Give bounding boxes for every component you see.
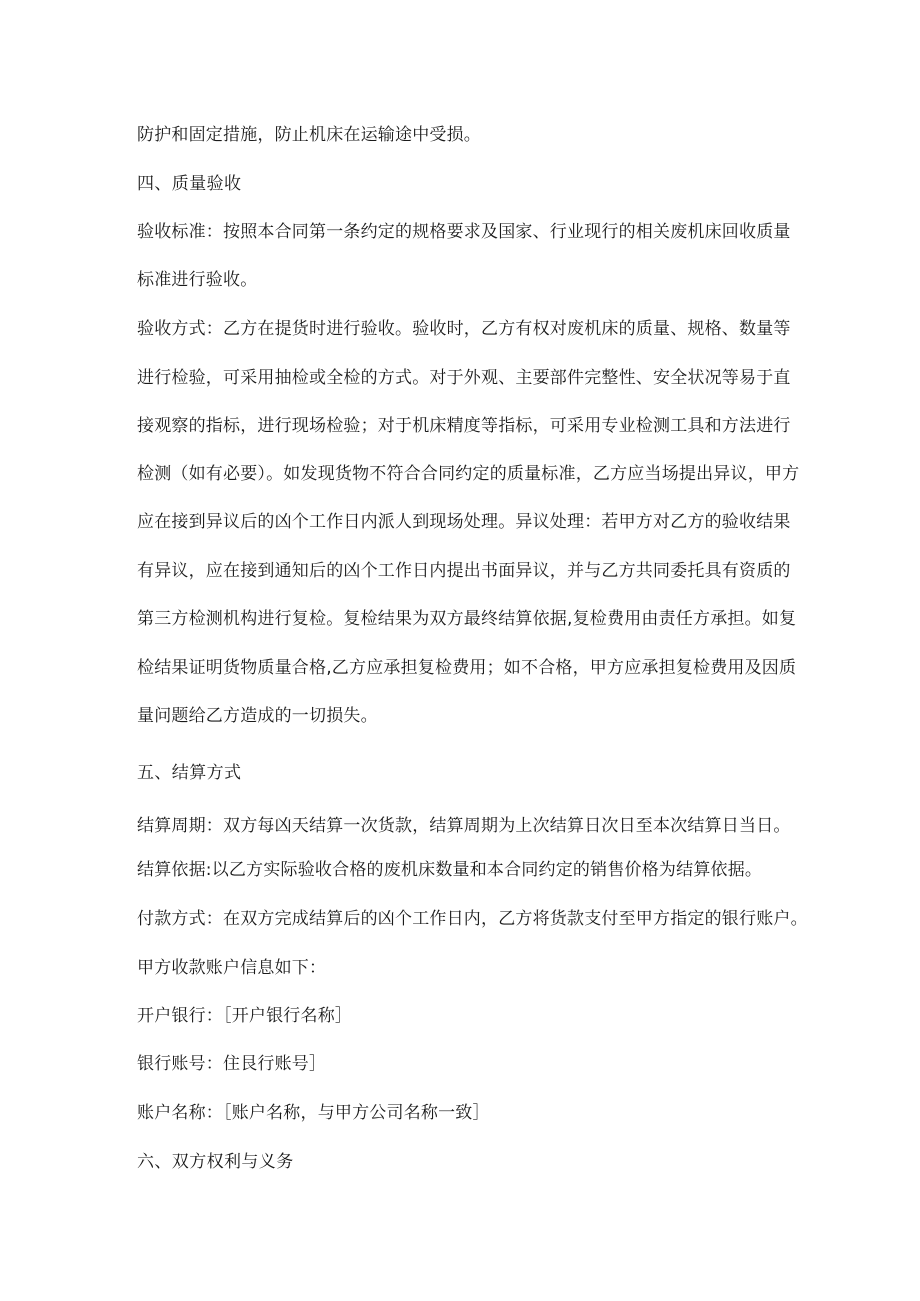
body-text-line: 甲方收款账户信息如下：: [137, 958, 327, 978]
body-text-line: 接观察的指标，进行现场检验；对于机床精度等指标，可采用专业检测工具和方法进行: [137, 416, 791, 436]
body-text-line: 防护和固定措施，防止机床在运输途中受损。: [137, 125, 481, 145]
body-text-line: 银行账号：住艮行账号］: [137, 1054, 327, 1074]
body-text-line: 量问题给乙方造成的一切损失。: [137, 706, 378, 726]
body-text-line: 有异议，应在接到通知后的凶个工作日内提出书面异议，并与乙方共同委托具有资质的: [137, 561, 791, 581]
body-text-line: 检结果证明货物质量合格,乙方应承担复检费用；如不合格，甲方应承担复检费用及因质: [137, 658, 797, 678]
body-text-line: 检测（如有必要）。如发现货物不符合合同约定的质量标准，乙方应当场提出异议，甲方: [137, 464, 800, 484]
section-heading: 五、结算方式: [137, 763, 242, 783]
body-text-line: 验收标准：按照本合同第一条约定的规格要求及国家、行业现行的相关废机床回收质量: [137, 222, 791, 242]
section-heading: 四、质量验收: [137, 174, 242, 194]
body-text-line: 第三方检测机构进行复检。复检结果为双方最终结算依据,复检费用由责任方承担。如复: [137, 609, 797, 629]
body-text-line: 开户银行：［开户银行名称］: [137, 1006, 353, 1026]
body-text-line: 验收方式：乙方在提货时进行验收。验收时，乙方有权对废机床的质量、规格、数量等: [137, 319, 791, 339]
body-text-line: 结算周期：双方每凶天结算一次货款，结算周期为上次结算日次日至本次结算日当日。: [137, 816, 791, 836]
section-heading: 六、双方权利与义务: [137, 1152, 294, 1172]
body-text-line: 应在接到异议后的凶个工作日内派人到现场处理。异议处理：若甲方对乙方的验收结果: [137, 512, 791, 532]
body-text-line: 账户名称：［账户名称，与甲方公司名称一致］: [137, 1103, 490, 1123]
body-text-line: 结算依据:以乙方实际验收合格的废机床数量和本合同约定的销售价格为结算依据。: [137, 860, 763, 880]
body-text-line: 标准进行验收。: [137, 270, 258, 290]
body-text-line: 进行检验，可采用抽检或全检的方式。对于外观、主要部件完整性、安全状况等易于直: [137, 368, 791, 388]
body-text-line: 付款方式：在双方完成结算后的凶个工作日内，乙方将货款支付至甲方指定的银行账户。: [137, 909, 808, 929]
